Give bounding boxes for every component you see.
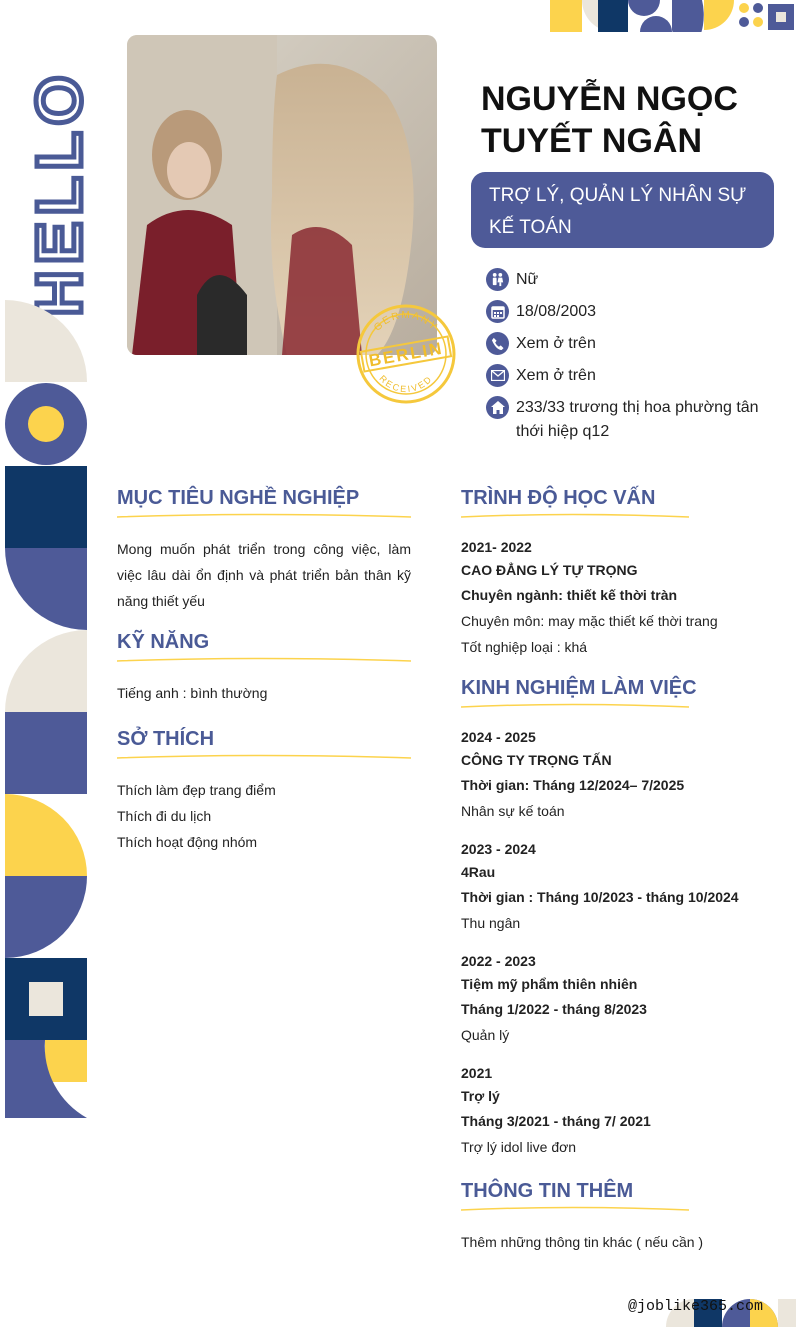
svg-text:GERMANY: GERMANY [372,309,440,334]
hobbies-section [117,726,411,855]
education-specialty: Chuyên môn: may mặc thiết kế thời trang [461,613,718,629]
hobby-item: Thích hoạt động nhóm [117,834,258,850]
hobby-item: Thích đi du lịch [117,808,212,824]
job-description: Nhân sự kế toán [461,803,565,819]
education-section [461,485,781,674]
experience-title: KINH NGHIỆM LÀM VIỆC [461,677,697,699]
education-major: Chuyên ngành: thiết kế thời tràn [461,587,678,603]
job-entry [461,838,781,936]
hobbies-title: SỞ THÍCH [117,728,215,750]
objective-text: Mong muốn phát triển trong công việc, làm việc lâu dài ổn định và phát triển bản thân kỹ năng thiết yếu [117,541,411,609]
job-years: 2023 - 2024 [461,841,536,857]
section-underline [461,1206,689,1212]
hobby-item: Thích làm đẹp trang điểm [117,782,276,798]
top-decoration [548,0,796,32]
email-text: Xem ở trên [516,367,596,384]
skills-title: KỸ NĂNG [117,631,210,653]
education-school: CAO ĐẲNG LÝ TỰ TRỌNG [461,562,638,578]
education-grade: Tốt nghiệp loại : khá [461,639,588,655]
full-name [481,78,781,162]
svg-text:RECEIVED: RECEIVED [377,373,435,395]
job-title-box [471,172,774,248]
calendar-icon [486,300,509,323]
left-decoration-strip [5,300,87,1120]
home-icon [486,396,509,419]
job-title-line-1: TRỢ LÝ, QUẢN LÝ NHÂN SỰ [489,185,747,206]
extra-title: THÔNG TIN THÊM [461,1180,634,1202]
skills-section [117,629,411,706]
gender-text: Nữ [516,271,539,288]
contact-email [486,364,776,388]
job-period: Tháng 1/2022 - tháng 8/2023 [461,1001,647,1017]
job-entry [461,726,781,824]
job-entry [461,1062,781,1160]
address-text: 233/33 trương thị hoa phường tân thới hiệp q12 [516,399,759,440]
job-description: Quản lý [461,1027,510,1043]
contact-birthday [486,300,776,324]
objective-section [117,485,411,614]
job-entry [461,950,781,1048]
contact-info [486,268,776,452]
section-underline [117,657,411,663]
name-line-2: TUYẾT NGÂN [481,122,702,160]
job-company: Tiệm mỹ phẩm thiên nhiên [461,976,638,992]
skill-item: Tiếng anh : bình thường [117,685,268,701]
name-line-1: NGUYỄN NGỌC [481,80,738,118]
objective-title: MỤC TIÊU NGHỀ NGHIỆP [117,487,360,509]
watermark: @joblike365.com [628,1298,764,1315]
job-company: Trợ lý [461,1088,500,1104]
job-company: 4Rau [461,864,496,880]
contact-address [486,396,776,444]
section-underline [117,754,411,760]
phone-text: Xem ở trên [516,335,596,352]
education-title: TRÌNH ĐỘ HỌC VẤN [461,487,656,509]
experience-section [461,675,781,1174]
hello-graphic: HELLO [23,69,95,317]
phone-icon [486,332,509,355]
job-years: 2021 [461,1065,493,1081]
section-underline [461,703,689,709]
svg-text:BERLIN: BERLIN [367,338,445,371]
birthday-text: 18/08/2003 [516,303,597,320]
education-years: 2021- 2022 [461,539,532,555]
job-years: 2022 - 2023 [461,953,536,969]
job-description: Thu ngân [461,915,521,931]
job-years: 2024 - 2025 [461,729,536,745]
job-company: CÔNG TY TRỌNG TẤN [461,752,612,768]
email-icon [486,364,509,387]
job-title-line-2: KẾ TOÁN [489,217,572,238]
job-description: Trợ lý idol live đơn [461,1139,577,1155]
extra-info-section [461,1178,781,1255]
extra-text: Thêm những thông tin khác ( nếu cần ) [461,1234,704,1250]
berlin-stamp [354,302,458,406]
contact-gender [486,268,776,292]
job-period: Tháng 3/2021 - tháng 7/ 2021 [461,1113,651,1129]
contact-phone [486,332,776,356]
gender-icon [486,268,509,291]
job-period: Thời gian: Tháng 12/2024– 7/2025 [461,777,685,793]
job-period: Thời gian : Tháng 10/2023 - tháng 10/2024 [461,889,739,905]
section-underline [461,513,689,519]
section-underline [117,513,411,519]
